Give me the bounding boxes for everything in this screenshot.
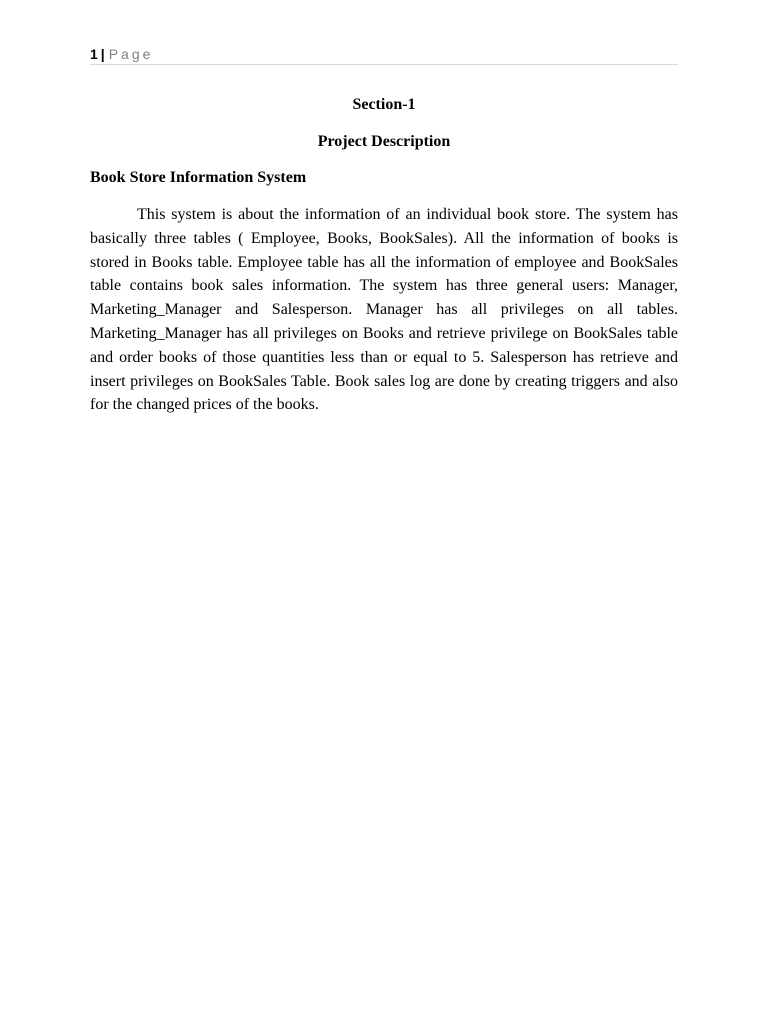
- page-separator: |: [100, 46, 105, 62]
- project-description-heading: Project Description: [317, 133, 451, 150]
- section-title: Section-1: [352, 96, 416, 113]
- page-header: [90, 44, 678, 65]
- body-paragraph: This system is about the information of an individual book store. The system has basically three tables ( Employee, Books, BookSales). All the information of books is stored in Books table. Employee table has all the information of employee and BookSales table contains book sales information. The system has three general users: Manager, Marketing_Manager and Salesperson. Manager has all privileges on all tables. Marketing_Manager has all privileges on Books and retrieve privilege on BookSales table and order books of those quantities less than or equal to 5. Salesperson has retrieve and insert privileges on BookSales Table. Book sales log are done by creating triggers and also for the changed prices of the books.: [90, 206, 678, 414]
- page-number: 1: [90, 46, 98, 62]
- system-heading: Book Store Information System: [90, 169, 307, 186]
- page-label: Page: [108, 46, 154, 62]
